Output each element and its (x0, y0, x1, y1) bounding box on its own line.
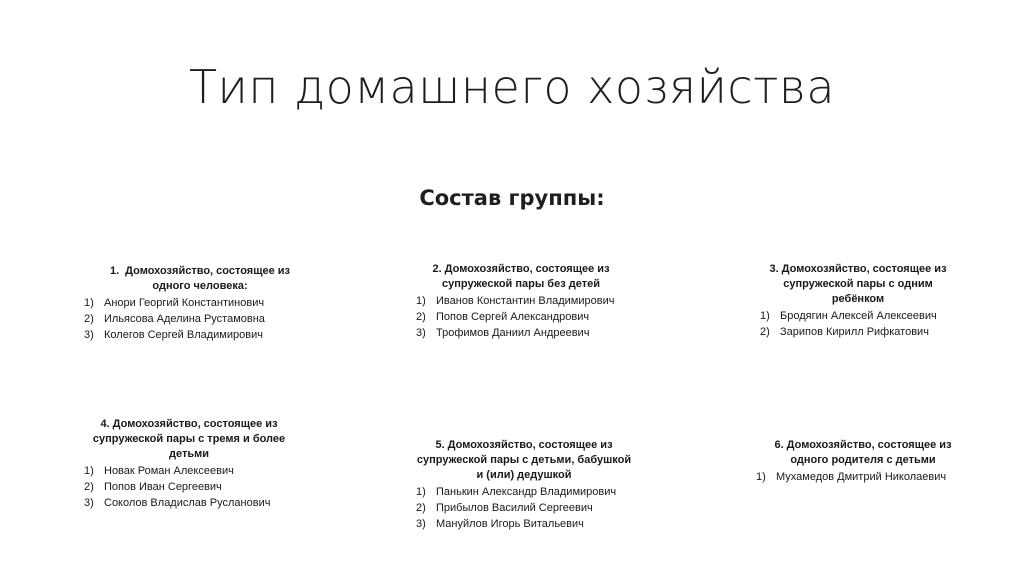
member-index: 3) (84, 329, 94, 341)
member-name: Мануйлов Игорь Витальевич (436, 518, 584, 530)
list-item (416, 517, 632, 532)
slide-subtitle: Состав группы: (419, 186, 605, 210)
member-name: Мухамедов Дмитрий Николаевич (776, 471, 947, 483)
member-list (84, 296, 304, 343)
group-heading: 2. Домохозяйство, состоящее из супружеской пары без детей (432, 263, 610, 290)
group-3 (760, 262, 956, 341)
list-item (416, 294, 626, 309)
list-item (416, 310, 626, 325)
list-item (760, 325, 956, 340)
member-list (416, 485, 632, 532)
member-index: 3) (416, 327, 426, 339)
member-name: Трофимов Даниил Андреевич (436, 327, 590, 339)
member-name: Прибылов Василий Сергеевич (436, 502, 593, 514)
group-5 (416, 438, 632, 533)
list-item (416, 501, 632, 516)
member-index: 1) (84, 465, 94, 477)
member-index: 2) (84, 313, 94, 325)
member-name: Ильясова Аделина Рустамовна (104, 313, 265, 325)
member-name: Попов Сергей Александрович (436, 311, 590, 323)
group-heading: 4. Домохозяйство, состоящее из супружеской пары с тремя и более детьми (92, 418, 286, 460)
member-index: 2) (760, 326, 770, 338)
member-index: 1) (756, 471, 766, 483)
group-heading (84, 264, 300, 294)
group-6 (756, 438, 970, 486)
member-index: 2) (416, 502, 426, 514)
list-item (84, 328, 304, 343)
member-index: 2) (84, 481, 94, 493)
member-name: Новак Роман Алексеевич (104, 465, 234, 477)
member-index: 3) (84, 497, 94, 509)
member-index: 1) (416, 295, 426, 307)
member-name: Бродягин Алексей Алексеевич (780, 310, 937, 322)
list-item (760, 309, 956, 324)
list-item (416, 485, 632, 500)
group-1 (84, 264, 304, 344)
member-index: 1) (416, 486, 426, 498)
list-item (756, 470, 970, 485)
member-index: 2) (416, 311, 426, 323)
list-item (84, 464, 294, 479)
member-name: Колегов Сергей Владимирович (104, 329, 263, 341)
group-number: 1. (109, 265, 120, 277)
list-item (84, 480, 294, 495)
group-heading-text: Домохозяйство, состоящее из одного человека: (125, 265, 291, 292)
group-4 (84, 417, 294, 512)
member-index: 1) (84, 297, 94, 309)
member-name: Попов Иван Сергеевич (104, 481, 222, 493)
group-heading: 3. Домохозяйство, состоящее из супружеской пары с одним ребёнком (769, 263, 947, 305)
member-name: Соколов Владислав Русланович (104, 497, 271, 509)
member-list (760, 309, 956, 340)
list-item (416, 326, 626, 341)
member-list (416, 294, 626, 341)
member-index: 3) (416, 518, 426, 530)
member-list (756, 470, 970, 485)
member-name: Панькин Александр Владимирович (436, 486, 617, 498)
group-heading: 6. Домохозяйство, состоящее из одного родителя с детьми (774, 439, 952, 466)
member-name: Иванов Константин Владимирович (436, 295, 615, 307)
group-heading: 5. Домохозяйство, состоящее из супружеской пары с детьми, бабушкой и (или) дедушкой (416, 439, 632, 481)
list-item (84, 496, 294, 511)
member-index: 1) (760, 310, 770, 322)
member-name: Анори Георгий Константинович (104, 297, 265, 309)
member-name: Зарипов Кирилл Рифкатович (780, 326, 929, 338)
member-list (84, 464, 294, 511)
list-item (84, 296, 304, 311)
slide-title: Тип домашнего хозяйства (188, 60, 836, 114)
list-item (84, 312, 304, 327)
group-2 (416, 262, 626, 342)
